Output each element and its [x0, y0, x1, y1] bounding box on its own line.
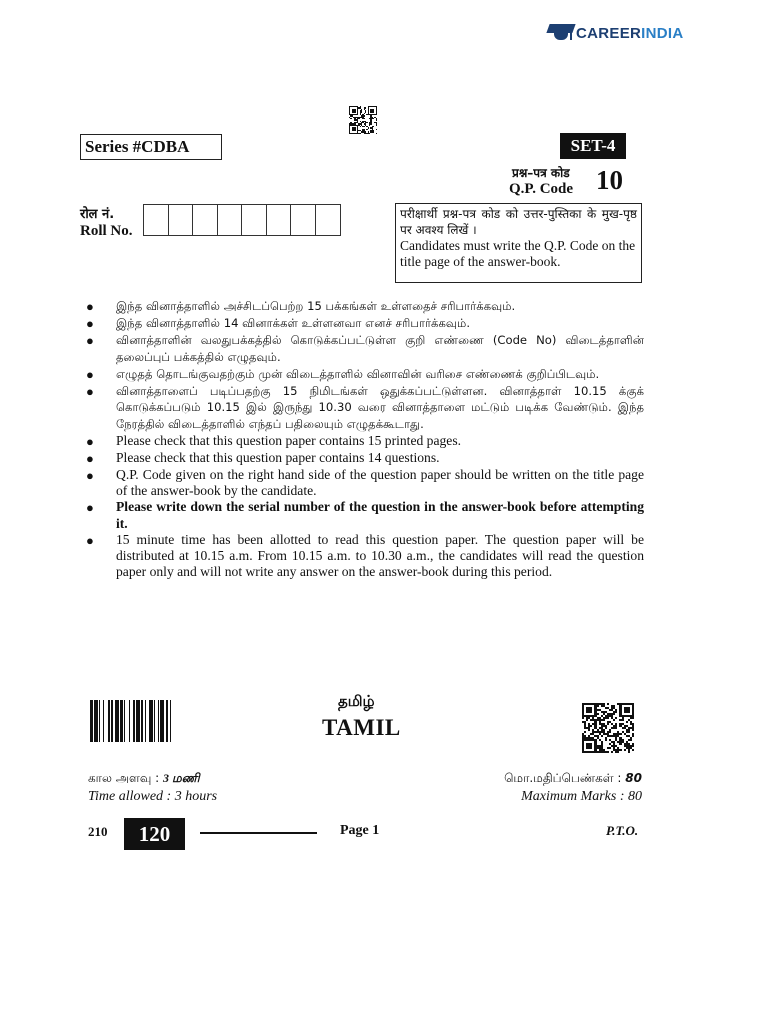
list-item: ● Please check that this question paper contains 15 printed pages. [86, 432, 462, 449]
subject-tamil: தமிழ் [338, 692, 375, 710]
bullet-icon: ● [86, 467, 94, 483]
bullet-icon: ● [86, 316, 94, 331]
roll-no-digit-box[interactable] [267, 205, 292, 235]
bullet-icon: ● [86, 383, 94, 399]
roll-no-hindi-label: रोल नं. [80, 207, 115, 222]
pto-label: P.T.O. [606, 823, 639, 838]
list-item: ● Please check that this question paper contains 14 questions. [86, 449, 440, 466]
careerindia-logo [548, 22, 683, 44]
divider [200, 832, 317, 834]
list-item: ● இந்த வினாத்தாளில் அச்சிடப்பெற்ற 15 பக்கங்கள் உள்ளதைச் சரிபார்க்கவும். [86, 299, 516, 314]
qp-code-notice-box [395, 203, 642, 283]
instructions-list [86, 298, 644, 580]
bullet-icon: ● [86, 299, 94, 314]
logo-text-india: INDIA [641, 24, 684, 42]
bullet-icon: ● [86, 333, 94, 348]
qp-code-label: Q.P. Code [509, 181, 574, 197]
list-item: ● Q.P. Code given on the right hand side of the question paper should be written on the title page of the answer-book by the candidate. [86, 466, 644, 499]
set-badge: SET-4 [560, 133, 626, 159]
roll-no-boxes[interactable] [143, 204, 341, 236]
list-item: ● Please write down the serial number of the question in the answer-book before attempting it. [86, 499, 644, 531]
roll-no-digit-box[interactable] [144, 205, 169, 235]
bullet-icon: ● [86, 532, 94, 548]
max-marks-tamil: மொ.மதிப்பெண்கள் : 80 [504, 771, 642, 785]
roll-no-digit-box[interactable] [193, 205, 218, 235]
notice-hindi: परीक्षार्थी प्रश्न-पत्र कोड को उत्तर-पुस्तिका के मुख-पृष्ठ पर अवश्य लिखें । [400, 207, 637, 237]
qr-code-large-icon [582, 703, 634, 753]
footer-code: 210 [88, 824, 108, 839]
qp-code-value: 10 [596, 165, 623, 195]
roll-no-digit-box[interactable] [316, 205, 341, 235]
list-item: ● எழுதத் தொடங்குவதற்கும் முன் விடைத்தாளில் வினாவின் வரிசை எண்ணைக் குறிப்பிடவும். [86, 366, 600, 382]
series-label: Series #CDBA [80, 134, 222, 160]
bullet-icon: ● [86, 450, 94, 466]
barcode-icon [90, 700, 190, 742]
graduation-cap-icon [548, 22, 574, 44]
time-allowed: Time allowed : 3 hours [88, 789, 218, 804]
list-item: ● 15 minute time has been allotted to read this question paper. The question paper will be distributed at 10.15 a.m. From 10.15 a.m. to 10.30 a.m., the candidates will read the question paper only and will not write any answer on the answer-book during this period. [86, 531, 644, 580]
qr-code-small-icon [349, 106, 377, 134]
list-item: ● வினாத்தாளைப் படிப்பதற்கு 15 நிமிடங்கள் ஒதுக்கப்பட்டுள்ளன. வினாத்தாள் 10.15 க்குக் கொடுக்கப்படும் 10.15 இல் இருந்து 10.30 வரை வினாத்தாளை மட்டும் படிக்க வேண்டும். இந்த நேரத்தில் விடைத்தாளில் எந்தப் பதிலையும் எழுதக்கூடாது. [86, 383, 644, 432]
roll-no-digit-box[interactable] [291, 205, 316, 235]
roll-no-digit-box[interactable] [242, 205, 267, 235]
notice-english: Candidates must write the Q.P. Code on the title page of the answer-book. [400, 238, 636, 269]
logo-text-career: CAREER [576, 24, 642, 42]
page-number: Page 1 [340, 823, 380, 838]
qp-code-hindi-label: प्रश्न–पत्र कोड [512, 166, 570, 180]
list-item: ● வினாத்தாளின் வலதுபக்கத்தில் கொடுக்கப்பட்டுள்ள குறி எண்ணை (Code No) விடைத்தாளின் தலைப்புப் பக்கத்தில் எழுதவும். [86, 333, 644, 364]
time-allowed-tamil: கால அளவு : 3 மணி [88, 771, 200, 785]
roll-no-digit-box[interactable] [218, 205, 243, 235]
roll-no-label: Roll No. [80, 223, 133, 239]
roll-no-digit-box[interactable] [169, 205, 194, 235]
bullet-icon: ● [86, 366, 94, 382]
bullet-icon: ● [86, 500, 94, 516]
footer-paper-number: 120 [124, 818, 185, 850]
bullet-icon: ● [86, 433, 94, 449]
list-item: ● இந்த வினாத்தாளில் 14 வினாக்கள் உள்ளனவா எனச் சரிபார்க்கவும். [86, 316, 470, 331]
subject-title: TAMIL [322, 715, 401, 740]
max-marks: Maximum Marks : 80 [521, 789, 642, 804]
